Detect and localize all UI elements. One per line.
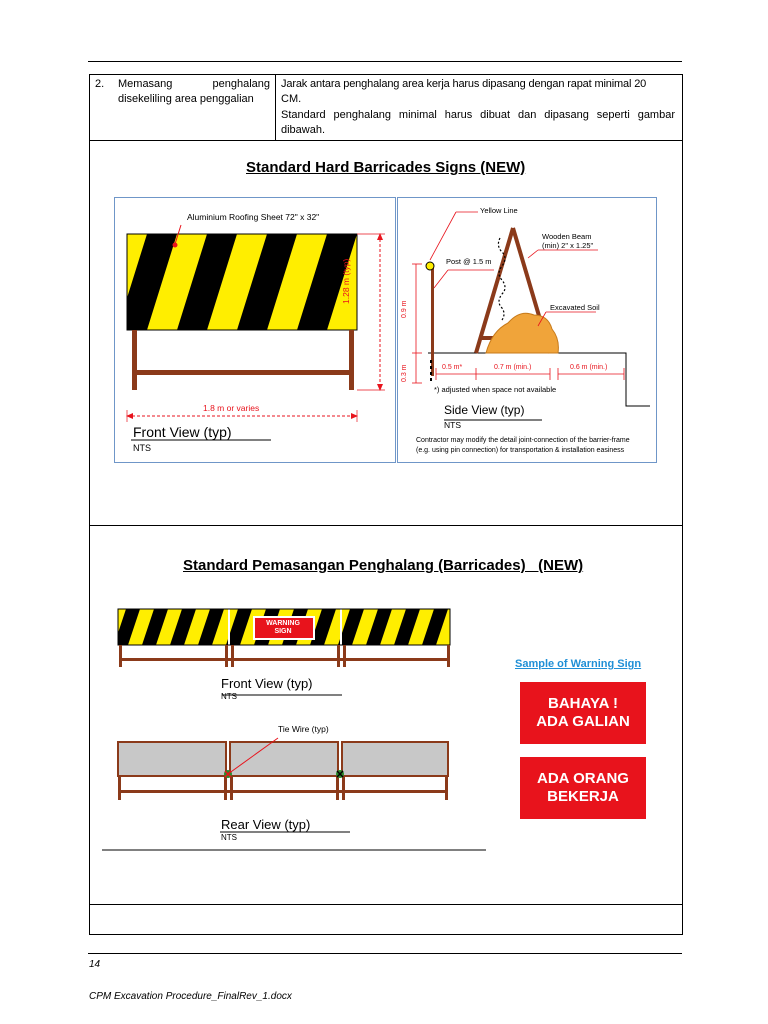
document-filename: CPM Excavation Procedure_FinalRev_1.docx: [89, 991, 292, 1002]
barricade-row-rear: [100, 722, 490, 852]
front-view-label: Front View (typ): [133, 424, 232, 440]
rear-scale: NTS: [221, 833, 237, 842]
front-scale-2: NTS: [221, 692, 237, 701]
front-left-leg: [132, 330, 137, 390]
front-cross-beam: [132, 370, 354, 375]
rear-view-label: Rear View (typ): [221, 817, 311, 832]
post-light: [426, 262, 434, 270]
footer-rule: [88, 953, 682, 954]
warning-sign-text-1: WARNING: [266, 620, 300, 627]
description-line2: CM.: [281, 93, 302, 105]
contractor-note-2: (e.g. using pin connection) for transportation & installation easiness: [416, 447, 625, 454]
sign1-line1: BAHAYA !: [547, 695, 619, 712]
table-top: [89, 74, 683, 75]
warning-sign-text-2: SIGN: [274, 628, 292, 635]
sign-ada-orang-bekerja: [520, 757, 646, 819]
front-barricade-drawing: [115, 198, 395, 462]
sign-bahaya-ada-galian: [520, 682, 646, 744]
table-row-divider-3: [89, 904, 683, 905]
width-dimension-label: 1.8 m or varies: [203, 403, 260, 413]
contractor-note-1: Contractor may modify the detail joint-connection of the barrier-frame: [416, 437, 630, 444]
height-09-label: 0.9 m: [401, 300, 408, 318]
rear-panels: [118, 742, 448, 776]
dim-06-label: 0.6 m (min.): [570, 364, 608, 371]
post: [431, 266, 434, 376]
sign2-line2: BEKERJA: [547, 788, 619, 805]
page-number: 14: [89, 959, 101, 970]
height-03-label: 0.3 m: [401, 364, 408, 382]
front-view-panel: [114, 197, 396, 463]
sign1-line2: ADA GALIAN: [536, 713, 630, 730]
table-row-divider-2: [89, 525, 683, 526]
side-view-panel: [397, 197, 657, 463]
excavated-soil-label: Excavated Soil: [550, 303, 600, 312]
table-left: [89, 74, 90, 935]
front-panel-3: [338, 609, 450, 645]
item-title-line2: disekeliling area penggalian: [118, 93, 254, 105]
table-col-divider: [275, 74, 276, 141]
ground-line: [428, 353, 650, 406]
tie-wire-label: Tie Wire (typ): [278, 724, 329, 734]
yellow-line-label: Yellow Line: [480, 206, 518, 215]
description-line1: Jarak antara penghalang area kerja harus dipasang dengan rapat minimal 20: [281, 78, 647, 90]
front-view-scale: NTS: [133, 443, 151, 453]
section1-title: Standard Hard Barricades Signs (NEW): [246, 159, 526, 176]
header-rule: [88, 61, 682, 62]
description-line4: dibawah.: [281, 124, 326, 136]
side-barricade-drawing: [398, 198, 656, 462]
sign2-line1: ADA ORANG: [537, 770, 629, 787]
section2-title: Standard Pemasangan Penghalang (Barricades) _(NEW): [183, 557, 584, 574]
side-view-label: Side View (typ): [444, 403, 525, 417]
sample-warning-sign-title: Sample of Warning Sign: [515, 658, 642, 670]
height-dimension-label: 1.28 m (typ): [341, 258, 351, 304]
table-right: [682, 74, 683, 935]
table-row-divider-1: [89, 140, 683, 141]
front-right-leg: [349, 330, 354, 390]
wooden-beam-label-2: (min) 2" x 1.25": [542, 241, 594, 250]
post-label: Post @ 1.5 m: [446, 257, 492, 266]
item-title-line1: Memasang penghalang: [118, 78, 270, 90]
row-number: 2.: [95, 78, 105, 90]
description-line3: Standard penghalang minimal harus dibuat dan dipasang seperti gambar: [281, 109, 675, 121]
dim-05-label: 0.5 m*: [442, 364, 463, 371]
front-view-label-2: Front View (typ): [221, 676, 313, 691]
sheet-label: Aluminium Roofing Sheet 72" x 32": [187, 212, 320, 222]
wooden-beam-label-1: Wooden Beam: [542, 232, 592, 241]
table-bottom: [89, 934, 683, 935]
side-view-scale: NTS: [444, 420, 461, 430]
adjusted-note: *) adjusted when space not available: [434, 385, 557, 394]
dim-07-label: 0.7 m (min.): [494, 364, 532, 371]
excavated-soil-pile: [486, 313, 558, 353]
